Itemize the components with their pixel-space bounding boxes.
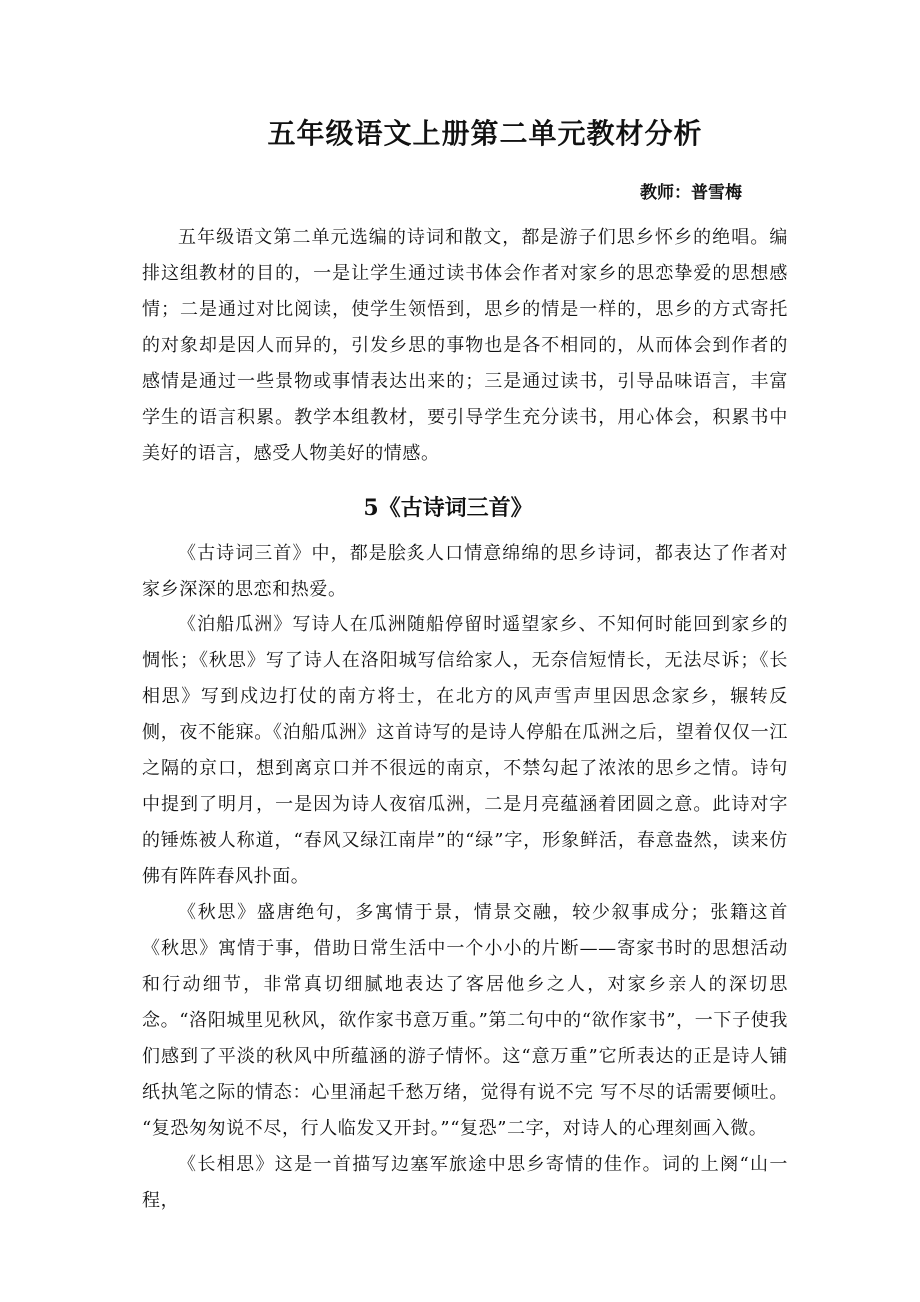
document-title: 五年级语文上册第二单元教材分析: [267, 117, 703, 150]
author-line: 教师：普雪梅: [640, 183, 742, 203]
section-title: 5《古诗词三首》: [363, 495, 533, 521]
body-paragraph: 《泊船瓜洲》写诗人在瓜洲随船停留时遥望家乡、不知何时能回到家乡的惆怅；《秋思》写了诗人在洛阳城写信给家人，无奈信短情长，无法尽诉；《长相思》写到戍边打仗的南方将士，在北方的风声雪声里因思念家乡，辗转反侧，夜不能寐。《泊船瓜洲》这首诗写的是诗人停船在瓜洲之后，望着仅仅一江之隔的京口，想到离京口并不很远的南京，不禁勾起了浓浓的思乡之情。诗句中提到了明月，一是因为诗人夜宿瓜洲，二是月亮蕴涵着团圆之意。此诗对字的锤炼被人称道，“春风又绿江南岸”的“绿”字，形象鲜活，春意盎然，读来仿佛有阵阵春风扑面。: [142, 614, 788, 887]
intro-paragraph: 五年级语文第二单元选编的诗词和散文，都是游子们思乡怀乡的绝唱。编排这组教材的目的，一是让学生通过读书体会作者对家乡的思恋挚爱的思想感情；二是通过对比阅读，使学生领悟到，思乡的情是一样的，思乡的方式寄托的对象却是因人而异的，引发乡思的事物也是各不相同的，从而体会到作者的感情是通过一些景物或事情表达出来的；三是通过读书，引导品味语言，丰富学生的语言积累。教学本组教材，要引导学生充分读书，用心体会，积累书中美好的语言，感受人物美好的情感。: [142, 227, 788, 464]
body-paragraph: 《长相思》这是一首描写边塞军旅途中思乡寄情的佳作。词的上阕“山一程，: [142, 1154, 788, 1211]
body-paragraph: 《秋思》盛唐绝句，多寓情于景，情景交融，较少叙事成分；张籍这首《秋思》寓情于事，借助日常生活中一个小小的片断——寄家书时的思想活动和行动细节，非常真切细腻地表达了客居他乡之人，对家乡亲人的深切思念。“洛阳城里见秋风，欲作家书意万重。”第二句中的“欲作家书”，一下子使我们感到了平淡的秋风中所蕴涵的游子情怀。这“意万重”它所表达的正是诗人铺纸执笔之际的情态：心里涌起千愁万绪，觉得有说不完 写不尽的话需要倾吐。 “复恐匆匆说不尽，行人临发又开封。”“复恐”二字，对诗人的心理刻画入微。: [142, 902, 788, 1139]
body-paragraph: 《古诗词三首》中，都是脍炙人口情意绵绵的思乡诗词，都表达了作者对家乡深深的思恋和热爱。: [142, 543, 788, 600]
